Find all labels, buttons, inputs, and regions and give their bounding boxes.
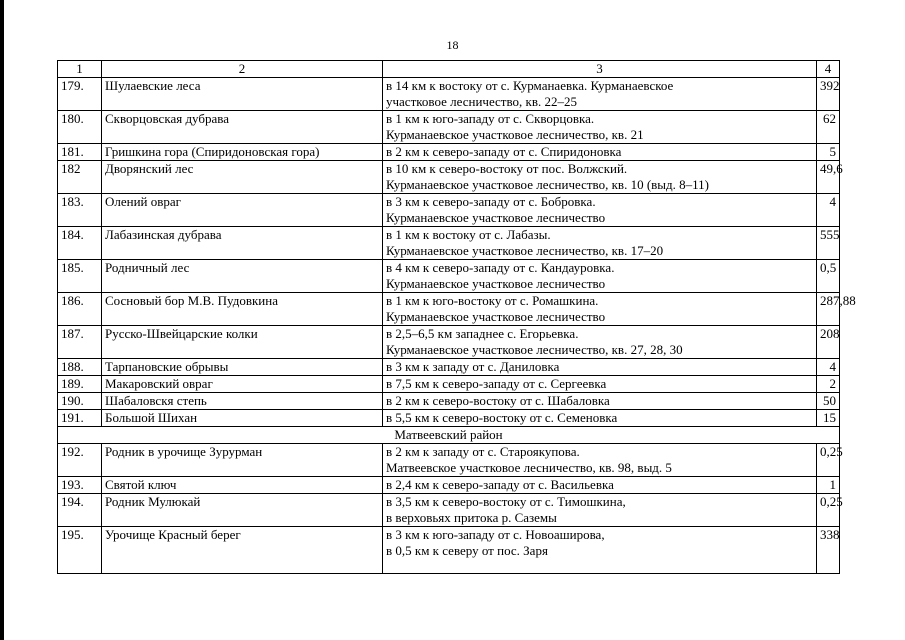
location-line: в 3,5 км к северо-востоку от с. Тимошкина, <box>386 494 626 509</box>
row-number: 188. <box>58 359 102 376</box>
site-area: 2 <box>817 376 840 393</box>
row-number: 185. <box>58 260 102 293</box>
location-line: в 5,5 км к северо-востоку от с. Семеновка <box>386 410 618 425</box>
site-name: Лабазинская дубрава <box>102 227 383 260</box>
location-line: в 1 км к юго-западу от с. Скворцовка. <box>386 111 595 126</box>
site-name: Шабаловскя степь <box>102 393 383 410</box>
site-location <box>383 144 817 161</box>
site-location <box>383 194 817 227</box>
row-number: 179. <box>58 78 102 111</box>
page-number: 18 <box>446 38 459 52</box>
site-location <box>383 393 817 410</box>
site-name: Олений овраг <box>102 194 383 227</box>
location-line: в 1 км к юго-востоку от с. Ромашкина. <box>386 293 599 308</box>
location-line: Курманаевское участковое лесничество <box>386 210 606 225</box>
table-row <box>58 444 840 477</box>
location-line: Курманаевское участковое лесничество <box>386 276 606 291</box>
header-col-1: 1 <box>58 61 102 78</box>
header-col-4: 4 <box>817 61 840 78</box>
site-area: 4 <box>817 194 840 227</box>
location-line: в 3 км к западу от с. Даниловка <box>386 359 560 374</box>
row-number: 193. <box>58 477 102 494</box>
table-row <box>58 410 840 427</box>
site-location <box>383 376 817 393</box>
location-line: участковое лесничество, кв. 22–25 <box>386 94 577 109</box>
scan-edge-bar <box>0 0 4 640</box>
site-location <box>383 410 817 427</box>
site-name: Родник в урочище Зурурман <box>102 444 383 477</box>
table-row <box>58 527 840 574</box>
site-area: 15 <box>817 410 840 427</box>
table-row <box>58 376 840 393</box>
table-row <box>58 227 840 260</box>
location-line: Матвеевское участковое лесничество, кв. 98, выд. 5 <box>386 460 672 475</box>
location-line: в верховьях притока р. Саземы <box>386 510 557 525</box>
row-number: 192. <box>58 444 102 477</box>
site-area: 62 <box>817 111 840 144</box>
row-number: 183. <box>58 194 102 227</box>
site-name: Родник Мулюкай <box>102 494 383 527</box>
location-line: Курманаевское участковое лесничество <box>386 309 606 324</box>
site-area: 287,88 <box>817 293 840 326</box>
site-location <box>383 161 817 194</box>
row-number: 180. <box>58 111 102 144</box>
site-location <box>383 477 817 494</box>
site-area: 0,25 <box>817 444 840 477</box>
row-number: 181. <box>58 144 102 161</box>
site-name: Сосновый бор М.В. Пудовкина <box>102 293 383 326</box>
table-row <box>58 144 840 161</box>
location-line: в 14 км к востоку от с. Курманаевка. Курманаевское <box>386 78 674 93</box>
table-row <box>58 161 840 194</box>
site-name: Русско-Швейцарские колки <box>102 326 383 359</box>
site-name: Большой Шихан <box>102 410 383 427</box>
location-line: в 2,5–6,5 км западнее с. Егорьевка. <box>386 326 579 341</box>
table-row <box>58 260 840 293</box>
site-name: Урочище Красный берег <box>102 527 383 574</box>
site-area: 1 <box>817 477 840 494</box>
table-row <box>58 494 840 527</box>
row-number: 186. <box>58 293 102 326</box>
site-area: 555 <box>817 227 840 260</box>
site-name: Родничный лес <box>102 260 383 293</box>
table-row <box>58 111 840 144</box>
table-row <box>58 359 840 376</box>
row-number: 189. <box>58 376 102 393</box>
location-line: в 1 км к востоку от с. Лабазы. <box>386 227 551 242</box>
location-line: в 2 км к западу от с. Староякупова. <box>386 444 580 459</box>
location-line: в 7,5 км к северо-западу от с. Сергеевка <box>386 376 607 391</box>
site-area: 50 <box>817 393 840 410</box>
row-number: 191. <box>58 410 102 427</box>
location-line: Курманаевское участковое лесничество, кв. 27, 28, 30 <box>386 342 683 357</box>
table-row <box>58 326 840 359</box>
location-line: в 10 км к северо-востоку от пос. Волжский. <box>386 161 628 176</box>
site-location <box>383 326 817 359</box>
site-name: Шулаевские леса <box>102 78 383 111</box>
row-number: 194. <box>58 494 102 527</box>
site-name: Гришкина гора (Спиридоновская гора) <box>102 144 383 161</box>
site-area: 5 <box>817 144 840 161</box>
header-col-2: 2 <box>102 61 383 78</box>
site-location <box>383 227 817 260</box>
table-row <box>58 194 840 227</box>
location-line: в 2 км к северо-западу от с. Спиридоновка <box>386 144 622 159</box>
site-area: 4 <box>817 359 840 376</box>
site-area: 0,5 <box>817 260 840 293</box>
site-location <box>383 293 817 326</box>
site-area: 338 <box>817 527 840 574</box>
section-row <box>58 427 840 444</box>
site-location <box>383 111 817 144</box>
site-name: Макаровский овраг <box>102 376 383 393</box>
location-line: в 2,4 км к северо-западу от с. Васильевка <box>386 477 614 492</box>
row-number: 190. <box>58 393 102 410</box>
row-number: 195. <box>58 527 102 574</box>
location-line: Курманаевское участковое лесничество, кв. 10 (выд. 8–11) <box>386 177 709 192</box>
site-name: Святой ключ <box>102 477 383 494</box>
table-row <box>58 78 840 111</box>
site-area: 392 <box>817 78 840 111</box>
header-col-3: 3 <box>383 61 817 78</box>
location-line: в 3 км к юго-западу от с. Новоаширова, <box>386 527 605 542</box>
site-name: Тарпановские обрывы <box>102 359 383 376</box>
site-location <box>383 78 817 111</box>
location-line: Курманаевское участковое лесничество, кв. 17–20 <box>386 243 664 258</box>
site-location <box>383 527 817 574</box>
row-number: 187. <box>58 326 102 359</box>
site-area: 0,25 <box>817 494 840 527</box>
location-line: в 4 км к северо-западу от с. Кандауровка. <box>386 260 615 275</box>
reserves-table <box>57 60 856 574</box>
site-name: Дворянский лес <box>102 161 383 194</box>
row-number: 184. <box>58 227 102 260</box>
site-location <box>383 359 817 376</box>
location-line: в 0,5 км к северу от пос. Заря <box>386 543 548 558</box>
section-title: Матвеевский район <box>58 427 840 444</box>
table-row <box>58 393 840 410</box>
site-location <box>383 444 817 477</box>
table-header-row <box>58 61 840 78</box>
location-line: Курманаевское участковое лесничество, кв. 21 <box>386 127 644 142</box>
location-line: в 2 км к северо-востоку от с. Шабаловка <box>386 393 610 408</box>
site-area: 49,6 <box>817 161 840 194</box>
table-row <box>58 293 840 326</box>
site-area: 208 <box>817 326 840 359</box>
site-location <box>383 260 817 293</box>
location-line: в 3 км к северо-западу от с. Бобровка. <box>386 194 596 209</box>
site-location <box>383 494 817 527</box>
table-row <box>58 477 840 494</box>
row-number: 182 <box>58 161 102 194</box>
site-name: Скворцовская дубрава <box>102 111 383 144</box>
